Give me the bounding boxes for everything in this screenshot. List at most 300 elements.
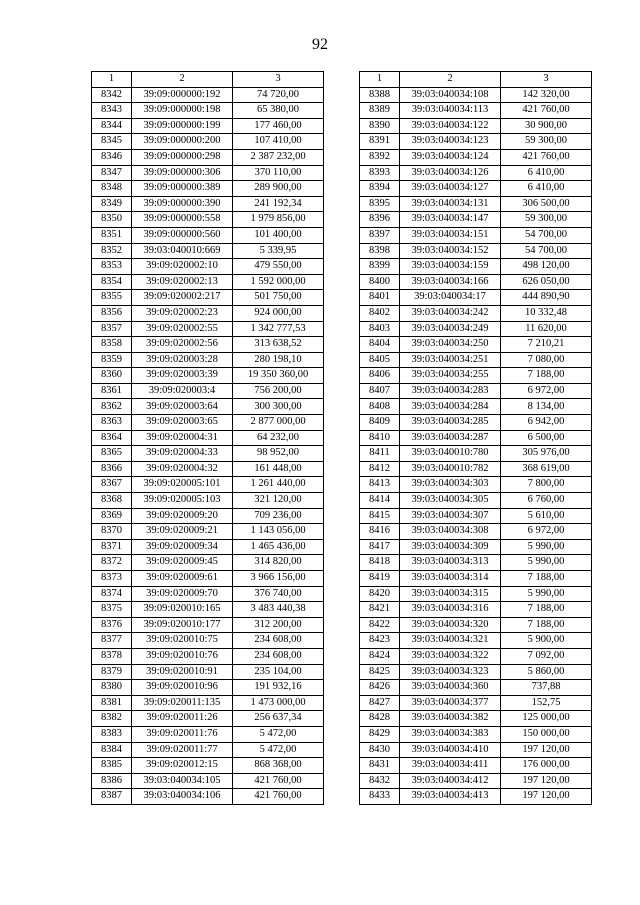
value-cell: 125 000,00 [501, 711, 592, 727]
value-cell: 421 760,00 [233, 773, 324, 789]
table-row [92, 430, 324, 446]
row-number-cell: 8354 [92, 274, 132, 290]
left-table-body [92, 87, 324, 804]
value-cell: 197 120,00 [501, 742, 592, 758]
row-number-cell: 8417 [360, 539, 400, 555]
table-row [92, 758, 324, 774]
row-number-cell: 8431 [360, 758, 400, 774]
row-number-cell: 8373 [92, 571, 132, 587]
row-number-cell: 8358 [92, 337, 132, 353]
row-number-cell: 8393 [360, 165, 400, 181]
value-cell: 314 820,00 [233, 555, 324, 571]
cadastral-number-cell: 39:09:000000:560 [132, 227, 233, 243]
row-number-cell: 8414 [360, 493, 400, 509]
table-row [360, 555, 592, 571]
value-cell: 19 350 360,00 [233, 368, 324, 384]
value-cell: 1 465 436,00 [233, 539, 324, 555]
value-cell: 241 192,34 [233, 196, 324, 212]
cadastral-number-cell: 39:03:040034:105 [132, 773, 233, 789]
table-row [92, 648, 324, 664]
value-cell: 368 619,00 [501, 461, 592, 477]
left-table [91, 71, 324, 805]
cadastral-number-cell: 39:09:020004:33 [132, 446, 233, 462]
row-number-cell: 8361 [92, 383, 132, 399]
table-row [360, 617, 592, 633]
value-cell: 2 387 232,00 [233, 149, 324, 165]
row-number-cell: 8411 [360, 446, 400, 462]
cadastral-number-cell: 39:03:040034:411 [400, 758, 501, 774]
value-cell: 7 188,00 [501, 602, 592, 618]
table-row [360, 321, 592, 337]
cadastral-number-cell: 39:09:000000:298 [132, 149, 233, 165]
value-cell: 191 932,16 [233, 680, 324, 696]
value-cell: 59 300,00 [501, 212, 592, 228]
value-cell: 197 120,00 [501, 789, 592, 805]
value-cell: 289 900,00 [233, 181, 324, 197]
cadastral-number-cell: 39:09:000000:192 [132, 87, 233, 103]
table-row [92, 711, 324, 727]
value-cell: 7 210,21 [501, 337, 592, 353]
cadastral-number-cell: 39:03:040034:166 [400, 274, 501, 290]
table-row [360, 648, 592, 664]
value-cell: 176 000,00 [501, 758, 592, 774]
value-cell: 5 610,00 [501, 508, 592, 524]
value-cell: 6 500,00 [501, 430, 592, 446]
row-number-cell: 8407 [360, 383, 400, 399]
row-number-cell: 8379 [92, 664, 132, 680]
cadastral-number-cell: 39:09:020010:177 [132, 617, 233, 633]
row-number-cell: 8376 [92, 617, 132, 633]
row-number-cell: 8360 [92, 368, 132, 384]
row-number-cell: 8422 [360, 617, 400, 633]
table-row [92, 742, 324, 758]
cadastral-number-cell: 39:03:040034:251 [400, 352, 501, 368]
row-number-cell: 8390 [360, 118, 400, 134]
cadastral-number-cell: 39:03:040034:152 [400, 243, 501, 259]
cadastral-number-cell: 39:03:040034:382 [400, 711, 501, 727]
cadastral-number-cell: 39:09:020002:56 [132, 337, 233, 353]
value-cell: 256 637,34 [233, 711, 324, 727]
header-cell: 1 [92, 72, 132, 88]
value-cell: 5 339,95 [233, 243, 324, 259]
table-row [360, 290, 592, 306]
value-cell: 626 050,00 [501, 274, 592, 290]
row-number-cell: 8427 [360, 695, 400, 711]
cadastral-number-cell: 39:09:020005:101 [132, 477, 233, 493]
table-row [92, 415, 324, 431]
table-row [92, 493, 324, 509]
cadastral-number-cell: 39:03:040034:242 [400, 305, 501, 321]
right-table [359, 71, 592, 805]
cadastral-number-cell: 39:03:040034:255 [400, 368, 501, 384]
value-cell: 7 188,00 [501, 617, 592, 633]
row-number-cell: 8387 [92, 789, 132, 805]
table-row [360, 259, 592, 275]
value-cell: 177 460,00 [233, 118, 324, 134]
value-cell: 6 410,00 [501, 181, 592, 197]
cadastral-number-cell: 39:09:000000:390 [132, 196, 233, 212]
cadastral-number-cell: 39:03:040010:780 [400, 446, 501, 462]
row-number-cell: 8392 [360, 149, 400, 165]
cadastral-number-cell: 39:03:040034:309 [400, 539, 501, 555]
row-number-cell: 8370 [92, 524, 132, 540]
value-cell: 6 972,00 [501, 524, 592, 540]
value-cell: 321 120,00 [233, 493, 324, 509]
cadastral-number-cell: 39:03:040034:322 [400, 648, 501, 664]
cadastral-number-cell: 39:09:020011:76 [132, 726, 233, 742]
row-number-cell: 8401 [360, 290, 400, 306]
table-row [360, 383, 592, 399]
row-number-cell: 8350 [92, 212, 132, 228]
table-row [92, 196, 324, 212]
row-number-cell: 8342 [92, 87, 132, 103]
row-number-cell: 8391 [360, 134, 400, 150]
row-number-cell: 8369 [92, 508, 132, 524]
table-row [92, 477, 324, 493]
table-row [360, 399, 592, 415]
cadastral-number-cell: 39:09:020004:31 [132, 430, 233, 446]
row-number-cell: 8355 [92, 290, 132, 306]
value-cell: 312 200,00 [233, 617, 324, 633]
row-number-cell: 8364 [92, 430, 132, 446]
cadastral-number-cell: 39:03:040034:131 [400, 196, 501, 212]
row-number-cell: 8416 [360, 524, 400, 540]
table-row [92, 103, 324, 119]
table-row [92, 399, 324, 415]
value-cell: 235 104,00 [233, 664, 324, 680]
cadastral-number-cell: 39:09:000000:200 [132, 134, 233, 150]
row-number-cell: 8418 [360, 555, 400, 571]
row-number-cell: 8349 [92, 196, 132, 212]
row-number-cell: 8419 [360, 571, 400, 587]
value-cell: 74 720,00 [233, 87, 324, 103]
row-number-cell: 8344 [92, 118, 132, 134]
table-row [360, 695, 592, 711]
table-row [360, 181, 592, 197]
cadastral-number-cell: 39:03:040034:314 [400, 571, 501, 587]
cadastral-number-cell: 39:09:020002:23 [132, 305, 233, 321]
table-row [92, 586, 324, 602]
value-cell: 54 700,00 [501, 243, 592, 259]
table-row [360, 227, 592, 243]
row-number-cell: 8381 [92, 695, 132, 711]
row-number-cell: 8382 [92, 711, 132, 727]
table-row [92, 446, 324, 462]
table-row [92, 789, 324, 805]
row-number-cell: 8400 [360, 274, 400, 290]
value-cell: 280 198,10 [233, 352, 324, 368]
value-cell: 421 760,00 [233, 789, 324, 805]
table-row [360, 477, 592, 493]
right-table-body [360, 87, 592, 804]
value-cell: 3 483 440,38 [233, 602, 324, 618]
cadastral-number-cell: 39:03:040034:249 [400, 321, 501, 337]
value-cell: 6 942,00 [501, 415, 592, 431]
cadastral-number-cell: 39:03:040034:285 [400, 415, 501, 431]
row-number-cell: 8428 [360, 711, 400, 727]
row-number-cell: 8397 [360, 227, 400, 243]
cadastral-number-cell: 39:03:040034:305 [400, 493, 501, 509]
value-cell: 11 620,00 [501, 321, 592, 337]
row-number-cell: 8410 [360, 430, 400, 446]
value-cell: 1 979 856,00 [233, 212, 324, 228]
value-cell: 3 966 156,00 [233, 571, 324, 587]
table-row [92, 539, 324, 555]
table-row [360, 103, 592, 119]
cadastral-number-cell: 39:03:040034:308 [400, 524, 501, 540]
cadastral-number-cell: 39:09:020009:20 [132, 508, 233, 524]
cadastral-number-cell: 39:03:040034:250 [400, 337, 501, 353]
cadastral-number-cell: 39:03:040034:284 [400, 399, 501, 415]
row-number-cell: 8372 [92, 555, 132, 571]
row-number-cell: 8380 [92, 680, 132, 696]
value-cell: 30 900,00 [501, 118, 592, 134]
table-row [92, 181, 324, 197]
table-row [360, 352, 592, 368]
value-cell: 306 500,00 [501, 196, 592, 212]
value-cell: 8 134,00 [501, 399, 592, 415]
table-row [360, 415, 592, 431]
cadastral-number-cell: 39:03:040034:413 [400, 789, 501, 805]
cadastral-number-cell: 39:09:020009:61 [132, 571, 233, 587]
table-row [360, 726, 592, 742]
cadastral-number-cell: 39:09:020002:13 [132, 274, 233, 290]
value-cell: 5 990,00 [501, 586, 592, 602]
right-table-header [360, 72, 592, 88]
value-cell: 5 472,00 [233, 726, 324, 742]
cadastral-number-cell: 39:03:040034:17 [400, 290, 501, 306]
table-row [92, 305, 324, 321]
table-row [360, 196, 592, 212]
row-number-cell: 8365 [92, 446, 132, 462]
row-number-cell: 8385 [92, 758, 132, 774]
value-cell: 498 120,00 [501, 259, 592, 275]
table-row [360, 524, 592, 540]
value-cell: 6 410,00 [501, 165, 592, 181]
table-row [92, 337, 324, 353]
value-cell: 1 342 777,53 [233, 321, 324, 337]
table-row [92, 321, 324, 337]
cadastral-number-cell: 39:03:040034:316 [400, 602, 501, 618]
cadastral-number-cell: 39:03:040034:122 [400, 118, 501, 134]
row-number-cell: 8383 [92, 726, 132, 742]
table-row [360, 305, 592, 321]
value-cell: 5 990,00 [501, 539, 592, 555]
table-row [360, 711, 592, 727]
header-cell: 3 [501, 72, 592, 88]
value-cell: 6 760,00 [501, 493, 592, 509]
value-cell: 101 400,00 [233, 227, 324, 243]
value-cell: 197 120,00 [501, 773, 592, 789]
row-number-cell: 8375 [92, 602, 132, 618]
value-cell: 150 000,00 [501, 726, 592, 742]
value-cell: 305 976,00 [501, 446, 592, 462]
table-row [360, 212, 592, 228]
cadastral-number-cell: 39:03:040034:108 [400, 87, 501, 103]
cadastral-number-cell: 39:09:020003:28 [132, 352, 233, 368]
row-number-cell: 8399 [360, 259, 400, 275]
table-row [360, 571, 592, 587]
table-row [360, 586, 592, 602]
table-row [92, 118, 324, 134]
row-number-cell: 8424 [360, 648, 400, 664]
value-cell: 7 188,00 [501, 571, 592, 587]
cadastral-number-cell: 39:03:040034:313 [400, 555, 501, 571]
cadastral-number-cell: 39:09:020010:76 [132, 648, 233, 664]
row-number-cell: 8359 [92, 352, 132, 368]
table-row [360, 118, 592, 134]
table-row [92, 383, 324, 399]
value-cell: 59 300,00 [501, 134, 592, 150]
value-cell: 234 608,00 [233, 633, 324, 649]
table-row [92, 508, 324, 524]
row-number-cell: 8368 [92, 493, 132, 509]
row-number-cell: 8377 [92, 633, 132, 649]
row-number-cell: 8429 [360, 726, 400, 742]
row-number-cell: 8367 [92, 477, 132, 493]
row-number-cell: 8433 [360, 789, 400, 805]
row-number-cell: 8352 [92, 243, 132, 259]
value-cell: 709 236,00 [233, 508, 324, 524]
value-cell: 64 232,00 [233, 430, 324, 446]
cadastral-number-cell: 39:09:020011:77 [132, 742, 233, 758]
row-number-cell: 8394 [360, 181, 400, 197]
row-number-cell: 8345 [92, 134, 132, 150]
table-row [92, 274, 324, 290]
row-number-cell: 8343 [92, 103, 132, 119]
cadastral-number-cell: 39:09:020005:103 [132, 493, 233, 509]
value-cell: 142 320,00 [501, 87, 592, 103]
table-row [360, 274, 592, 290]
value-cell: 444 890,90 [501, 290, 592, 306]
value-cell: 421 760,00 [501, 149, 592, 165]
value-cell: 161 448,00 [233, 461, 324, 477]
value-cell: 54 700,00 [501, 227, 592, 243]
cadastral-number-cell: 39:09:020010:91 [132, 664, 233, 680]
cadastral-number-cell: 39:03:040034:151 [400, 227, 501, 243]
row-number-cell: 8348 [92, 181, 132, 197]
cadastral-number-cell: 39:09:020003:39 [132, 368, 233, 384]
table-row [360, 539, 592, 555]
cadastral-number-cell: 39:09:020011:135 [132, 695, 233, 711]
table-row [92, 290, 324, 306]
table-row [360, 134, 592, 150]
cadastral-number-cell: 39:03:040034:106 [132, 789, 233, 805]
value-cell: 370 110,00 [233, 165, 324, 181]
cadastral-number-cell: 39:03:040034:410 [400, 742, 501, 758]
cadastral-number-cell: 39:03:040034:127 [400, 181, 501, 197]
row-number-cell: 8415 [360, 508, 400, 524]
cadastral-number-cell: 39:03:040034:383 [400, 726, 501, 742]
cadastral-number-cell: 39:09:020009:70 [132, 586, 233, 602]
row-number-cell: 8384 [92, 742, 132, 758]
table-row [92, 695, 324, 711]
table-row [92, 555, 324, 571]
row-number-cell: 8374 [92, 586, 132, 602]
table-row [92, 368, 324, 384]
value-cell: 737,88 [501, 680, 592, 696]
value-cell: 107 410,00 [233, 134, 324, 150]
row-number-cell: 8398 [360, 243, 400, 259]
table-row [92, 259, 324, 275]
value-cell: 5 990,00 [501, 555, 592, 571]
value-cell: 1 143 056,00 [233, 524, 324, 540]
cadastral-number-cell: 39:09:000000:306 [132, 165, 233, 181]
row-number-cell: 8351 [92, 227, 132, 243]
cadastral-number-cell: 39:03:040034:303 [400, 477, 501, 493]
cadastral-number-cell: 39:09:020004:32 [132, 461, 233, 477]
header-row [360, 72, 592, 88]
cadastral-number-cell: 39:09:020009:21 [132, 524, 233, 540]
cadastral-number-cell: 39:09:020010:96 [132, 680, 233, 696]
cadastral-number-cell: 39:09:020009:34 [132, 539, 233, 555]
table-row [360, 493, 592, 509]
value-cell: 313 638,52 [233, 337, 324, 353]
row-number-cell: 8423 [360, 633, 400, 649]
row-number-cell: 8425 [360, 664, 400, 680]
value-cell: 7 188,00 [501, 368, 592, 384]
table-row [92, 352, 324, 368]
cadastral-number-cell: 39:03:040034:307 [400, 508, 501, 524]
table-row [360, 149, 592, 165]
header-cell: 3 [233, 72, 324, 88]
row-number-cell: 8409 [360, 415, 400, 431]
header-row [92, 72, 324, 88]
table-row [92, 227, 324, 243]
table-row [360, 368, 592, 384]
row-number-cell: 8363 [92, 415, 132, 431]
cadastral-number-cell: 39:03:040034:412 [400, 773, 501, 789]
cadastral-number-cell: 39:03:040034:315 [400, 586, 501, 602]
left-table-header [92, 72, 324, 88]
row-number-cell: 8404 [360, 337, 400, 353]
row-number-cell: 8420 [360, 586, 400, 602]
value-cell: 479 550,00 [233, 259, 324, 275]
table-row [360, 337, 592, 353]
table-row [360, 446, 592, 462]
table-row [92, 602, 324, 618]
cadastral-number-cell: 39:03:040034:159 [400, 259, 501, 275]
table-row [92, 165, 324, 181]
table-row [360, 165, 592, 181]
table-row [92, 461, 324, 477]
cadastral-number-cell: 39:09:000000:198 [132, 103, 233, 119]
row-number-cell: 8408 [360, 399, 400, 415]
row-number-cell: 8421 [360, 602, 400, 618]
row-number-cell: 8362 [92, 399, 132, 415]
row-number-cell: 8403 [360, 321, 400, 337]
table-row [92, 664, 324, 680]
row-number-cell: 8356 [92, 305, 132, 321]
value-cell: 10 332,48 [501, 305, 592, 321]
cadastral-number-cell: 39:09:000000:389 [132, 181, 233, 197]
row-number-cell: 8405 [360, 352, 400, 368]
cadastral-number-cell: 39:09:020011:26 [132, 711, 233, 727]
cadastral-number-cell: 39:03:040034:124 [400, 149, 501, 165]
cadastral-number-cell: 39:09:020012:15 [132, 758, 233, 774]
cadastral-number-cell: 39:09:020010:75 [132, 633, 233, 649]
row-number-cell: 8412 [360, 461, 400, 477]
header-cell: 2 [132, 72, 233, 88]
table-row [360, 602, 592, 618]
value-cell: 421 760,00 [501, 103, 592, 119]
table-row [360, 87, 592, 103]
row-number-cell: 8389 [360, 103, 400, 119]
row-number-cell: 8366 [92, 461, 132, 477]
value-cell: 7 092,00 [501, 648, 592, 664]
table-row [92, 212, 324, 228]
cadastral-number-cell: 39:03:040034:287 [400, 430, 501, 446]
